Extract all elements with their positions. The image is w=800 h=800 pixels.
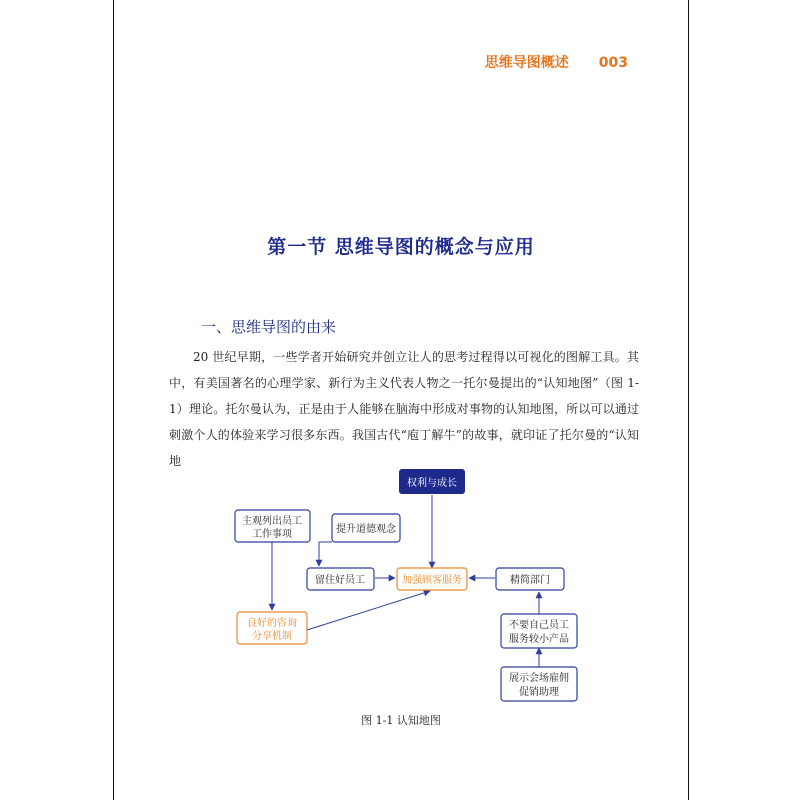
node-ethics-label: 提升道德观念: [336, 524, 396, 535]
node-noself-label-2: 服务较小产品: [509, 634, 569, 645]
edge-consult-enhance: [307, 591, 430, 630]
node-consult-label-2: 分享机制: [252, 631, 292, 642]
section-title: 第一节 思维导图的概念与应用: [267, 236, 535, 258]
node-consult-label-1: 良好的咨询: [247, 618, 297, 629]
cognitive-map-figure: [114, 0, 688, 800]
book-page: [113, 0, 689, 800]
node-streamline-label: 精简部门: [510, 575, 550, 586]
node-retain-label: 留住好员工: [315, 575, 365, 586]
node-enhance-label: 加强顾客服务: [402, 575, 462, 586]
node-ethics: [332, 514, 400, 542]
node-show: [501, 667, 577, 701]
node-rights: [399, 469, 465, 494]
node-list-label-2: 工作事项: [252, 529, 292, 540]
figure-caption: 图 1-1 认知地图: [361, 714, 441, 727]
node-list-label-1: 主观列出员工: [242, 516, 302, 527]
node-rights-label: 权利与成长: [407, 478, 457, 489]
node-list-items: [235, 510, 310, 542]
node-enhance: [397, 568, 467, 590]
header-title: 思维导图概述: [484, 55, 569, 71]
node-show-label-1: 展示会场雇佣: [509, 673, 569, 684]
paragraph: 20 世纪早期，一些学者开始研究并创立让人的思考过程得以可视化的图解工具。其中，有美国著名的心理学家、新行为主义代表人物之一托尔曼提出的“认知地图”（图 1-1）理论。托尔曼认为，正是由于人能够在脑海中形成对事物的认知地图，所以可以通过刺激个人的体验来学习很多东西。我国古代“庖丁解牛”的故事，就印证了托尔曼的“认知地: [169, 350, 639, 468]
subsection-title: 一、思维导图的由来: [201, 318, 337, 336]
node-show-label-2: 促销助理: [519, 687, 559, 698]
node-consult: [237, 612, 307, 644]
node-no-self: [501, 614, 577, 648]
node-streamline: [496, 568, 564, 590]
edge-ethics-retain: [319, 542, 332, 566]
page-number: 003: [598, 55, 628, 71]
node-retain: [307, 568, 374, 590]
node-noself-label-1: 不要自己员工: [509, 620, 569, 631]
